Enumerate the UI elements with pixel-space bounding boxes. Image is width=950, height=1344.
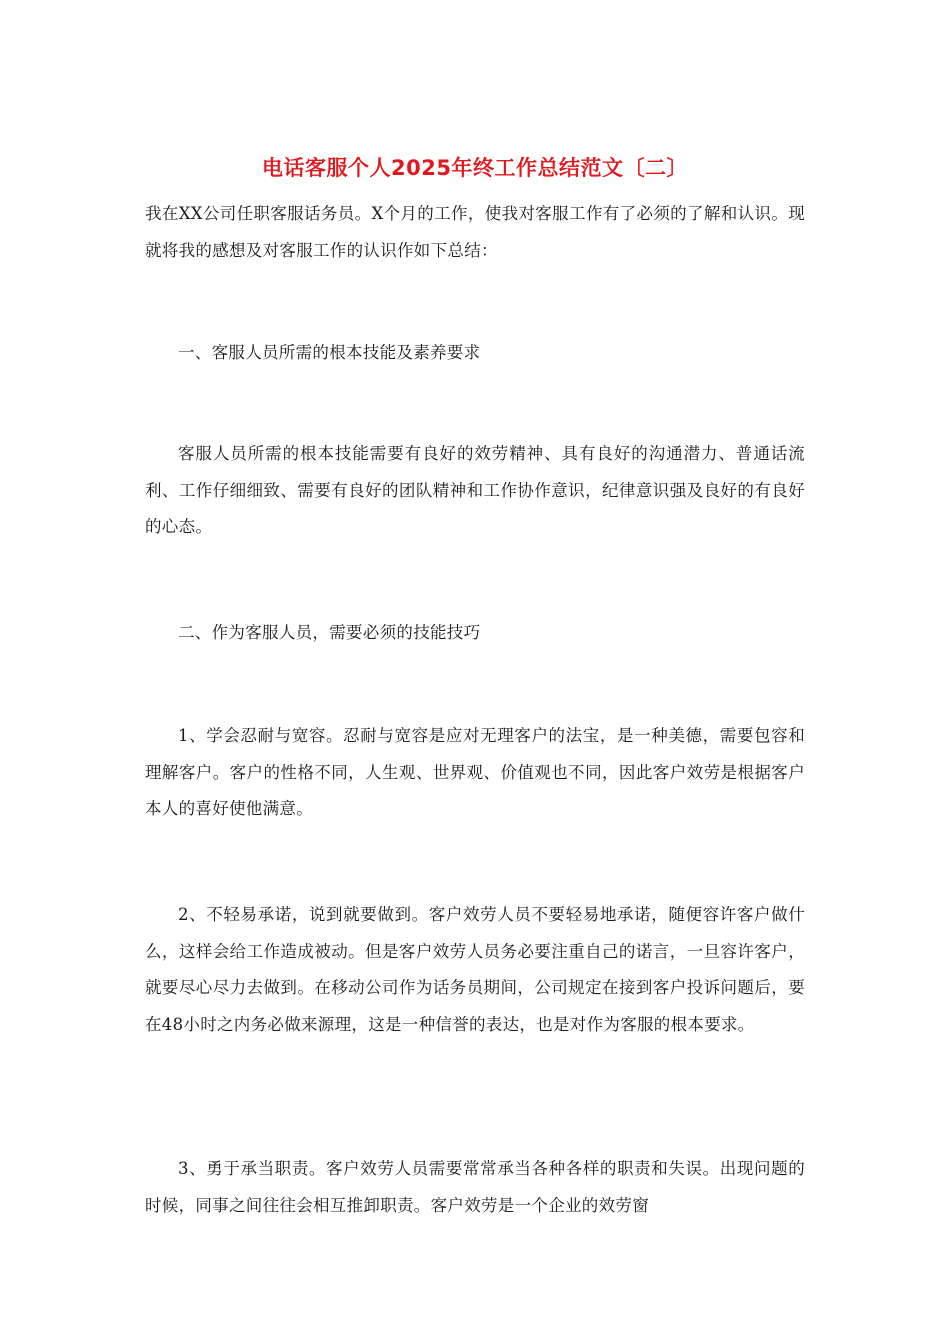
list-item-1: 1、学会忍耐与宽容。忍耐与宽容是应对无理客户的法宝，是一种美德，需要包容和理解客户。客户的性格不同，人生观、世界观、价值观也不同，因此客户效劳是根据客户本人的喜好使他满意。 [145,726,805,818]
document-title: 电话客服个人2025年终工作总结范文〔二〕 [262,156,688,180]
list-item-3: 3、勇于承当职责。客户效劳人员需要常常承当各种各样的职责和失误。出现问题的时候，同事之间往往会相互推卸职责。客户效劳是一个企业的效劳窗 [145,1159,805,1215]
section-heading-2: 二、作为客服人员，需要必须的技能技巧 [178,623,481,642]
intro-paragraph: 我在XX公司任职客服话务员。X个月的工作，使我对客服工作有了必须的了解和认识。现就将我的感想及对客服工作的认识作如下总结： [145,204,805,260]
list-item-2: 2、不轻易承诺，说到就要做到。客户效劳人员不要轻易地承诺，随便容许客户做什么，这样会给工作造成被动。但是客户效劳人员务必要注重自己的诺言，一旦容许客户，就要尽心尽力去做到。在移动公司作为话务员期间，公司规定在接到客户投诉问题后，要在48小时之内务必做来源理，这是一种信誉的表达，也是对作为客服的根本要求。 [145,905,805,1034]
section-heading-1: 一、客服人员所需的根本技能及素养要求 [178,343,481,362]
section-1-paragraph: 客服人员所需的根本技能需要有良好的效劳精神、具有良好的沟通潜力、普通话流利、工作仔细细致、需要有良好的团队精神和工作协作意识，纪律意识强及良好的有良好的心态。 [145,444,805,536]
